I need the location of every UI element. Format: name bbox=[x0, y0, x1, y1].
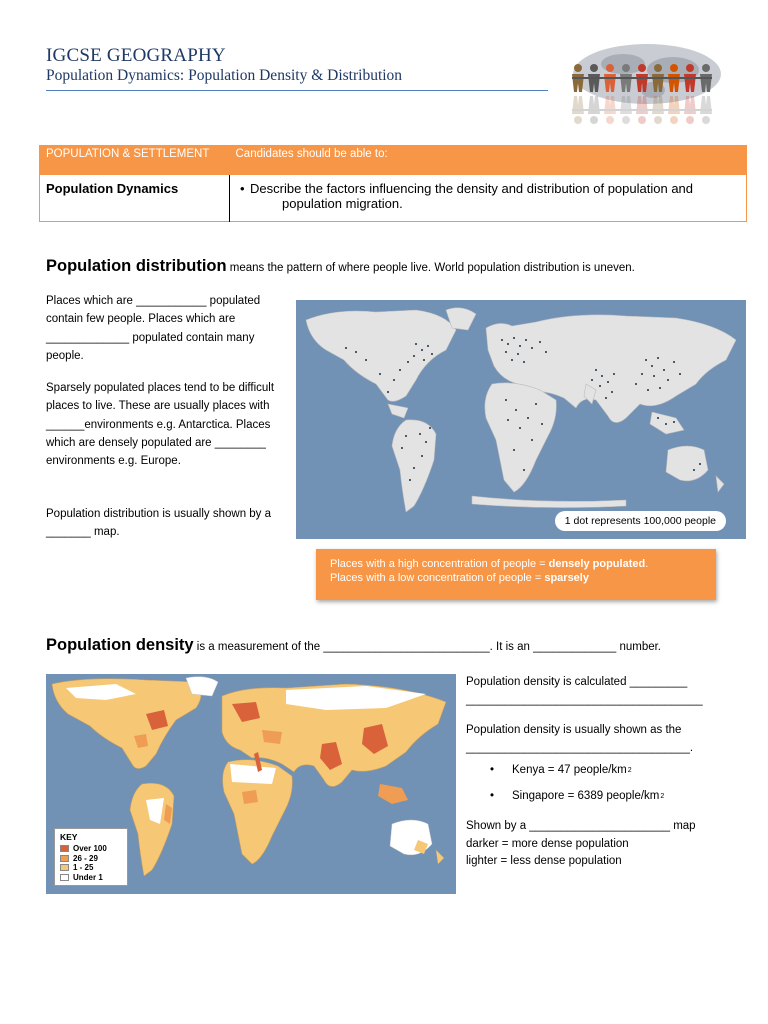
key-item bbox=[60, 873, 122, 883]
distribution-heading bbox=[46, 257, 635, 276]
distribution-paragraph-3: Population distribution is usually shown by a _______ map. bbox=[46, 508, 272, 539]
density-map-type-line: Shown by a ______________________ map bbox=[466, 820, 696, 832]
density-heading bbox=[46, 636, 661, 655]
callout-term-dense: densely populated bbox=[548, 558, 646, 570]
distribution-term: Population distribution bbox=[46, 257, 227, 275]
density-definition: is a measurement of the __________________________. It is an _____________ number. bbox=[193, 641, 661, 653]
callout-text-dense: Places with a high concentration of people = bbox=[330, 558, 549, 570]
key-item bbox=[60, 863, 122, 873]
density-choropleth-map bbox=[46, 674, 456, 894]
key-item bbox=[60, 844, 122, 854]
kenya-density: Kenya = 47 people/km bbox=[512, 764, 627, 776]
header-divider bbox=[46, 90, 548, 91]
population-logo-image bbox=[563, 40, 725, 140]
syllabus-table bbox=[39, 145, 747, 222]
key-swatch bbox=[60, 845, 69, 852]
callout-line-2 bbox=[330, 571, 702, 585]
distribution-definition: means the pattern of where people live. World population distribution is uneven. bbox=[226, 262, 635, 274]
outcome-line-2: population migration. bbox=[282, 195, 403, 211]
superscript-two: 2 bbox=[627, 766, 632, 774]
map-caption: 1 dot represents 100,000 people bbox=[555, 511, 726, 531]
bullet-marker: • bbox=[240, 180, 245, 196]
darker-meaning-line: darker = more dense population bbox=[466, 837, 629, 850]
density-map-key bbox=[54, 828, 128, 886]
table-cell-outcome bbox=[230, 175, 747, 222]
key-title: KEY bbox=[60, 832, 78, 842]
list-item bbox=[490, 783, 664, 809]
superscript-two: 2 bbox=[660, 792, 665, 800]
key-swatch bbox=[60, 864, 69, 871]
outcome-line-1: Describe the factors influencing the density and distribution of population and bbox=[250, 180, 694, 196]
callout-term-sparse: sparsely bbox=[544, 572, 589, 584]
table-header-outcomes: Candidates should be able to: bbox=[230, 146, 747, 175]
density-paragraph-2: Population density is usually shown as the ___________________________________. bbox=[466, 724, 694, 754]
distribution-paragraph-2: Sparsely populated places tend to be difficult places to live. These are usually places with ______environments e.g. Antarctica. Places which are densely populated are ________ environments e.g. Europe. bbox=[46, 382, 275, 468]
key-swatch bbox=[60, 874, 69, 881]
key-swatch bbox=[60, 855, 69, 862]
key-label: Over 100 bbox=[73, 844, 107, 854]
callout-text-sparse: Places with a low concentration of people = bbox=[330, 572, 545, 584]
distribution-paragraph-1: Places which are ___________ populated contain few people. Places which are _____________ populated contain many people. bbox=[46, 295, 261, 362]
callout-line-1 bbox=[330, 557, 702, 571]
page-title: IGCSE GEOGRAPHY bbox=[46, 45, 226, 66]
density-paragraph-3 bbox=[466, 818, 736, 871]
density-term: Population density bbox=[46, 636, 194, 654]
definition-callout bbox=[316, 549, 716, 600]
page-subtitle: Population Dynamics: Population Density & Distribution bbox=[46, 67, 403, 84]
dot-distribution-map bbox=[296, 300, 746, 539]
bullet-marker: • bbox=[490, 790, 495, 802]
table-row bbox=[40, 175, 747, 222]
table-cell-topic: Population Dynamics bbox=[40, 175, 230, 222]
bullet-marker: • bbox=[490, 764, 495, 776]
singapore-density: Singapore = 6389 people/km bbox=[512, 790, 660, 802]
key-item bbox=[60, 854, 122, 864]
key-label: 1 - 25 bbox=[73, 863, 94, 873]
list-item bbox=[490, 757, 664, 783]
lighter-meaning-line: lighter = less dense population bbox=[466, 855, 622, 867]
density-examples-list bbox=[490, 757, 664, 809]
key-label: 26 - 29 bbox=[73, 853, 98, 863]
table-header-topic: POPULATION & SETTLEMENT bbox=[40, 146, 230, 175]
key-label: Under 1 bbox=[73, 872, 103, 882]
callout-period: . bbox=[645, 558, 649, 570]
density-paragraph-1: Population density is calculated _________ _____________________________________ bbox=[466, 676, 703, 706]
